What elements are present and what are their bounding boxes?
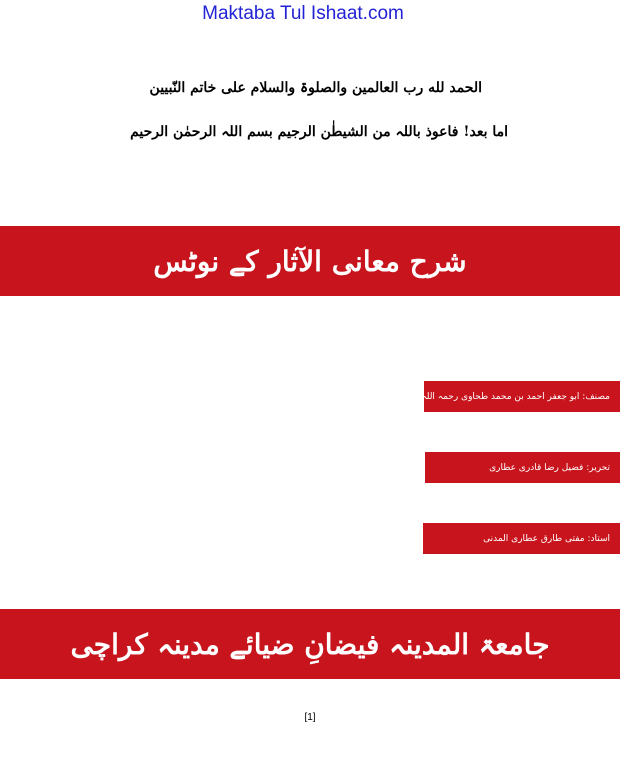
author-label: مصنف: ابو جعفر احمد بن محمد طحاوی رحمہ اللہ	[421, 391, 610, 402]
teacher-box	[423, 523, 620, 554]
book-title: شرح معانی الآثار کے نوٹس	[153, 244, 467, 278]
page-number: [1]	[304, 712, 316, 723]
hamd-line: الحمد لله رب العالمین والصلوۃ والسلام علی خاتم النّبیین	[149, 80, 482, 96]
institution-banner	[0, 609, 620, 679]
teacher-label: استاد: مفتی طارق عطاری المدنی	[483, 533, 610, 544]
title-banner	[0, 226, 620, 296]
site-header: Maktaba Tul Ishaat.com	[202, 3, 404, 24]
writer-label: تحریر: فضیل رضا قادری عطاری	[489, 462, 610, 473]
writer-box	[425, 452, 620, 483]
institution-name: جامعۃ المدینہ فیضانِ ضیائے مدینہ کراچی	[70, 627, 550, 661]
author-box	[421, 381, 620, 412]
taawwuz-line: اما بعد! فاعوذ باللہ من الشیطٰن الرجیم بسم اللہ الرحمٰن الرحیم	[130, 124, 508, 140]
